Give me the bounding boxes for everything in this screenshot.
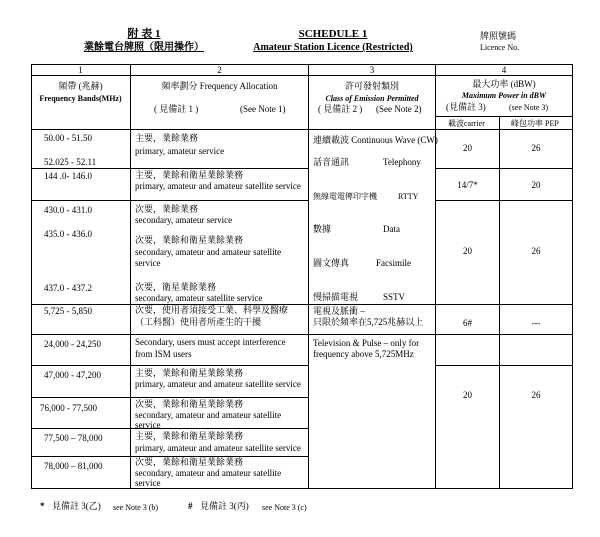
alloc-r8-zh: 主要，業餘和衛星業餘業務 [135,431,244,441]
freq-band-24000: 24,000 - 24,250 [44,339,101,349]
pep-header: 峰包功率 PEP [511,119,559,128]
freq-band-76000: 76,000 - 77,500 [40,403,97,413]
alloc-r6-en: primary, amateur and amateur satellite service [135,379,301,389]
footnote-hash-mark: # [188,501,193,511]
alloc-r3b-zh: 次要，業餘和衛星業餘業務 [135,235,244,245]
power-pep-r3: 26 [531,246,541,256]
alloc-r5-en2: from ISM users [135,349,192,359]
emission-telephony-zh: 話音通訊 [313,157,350,167]
col4-header-en: Maximum Power in dBW [461,91,547,100]
footnote-hash-zh: 見備註 3(丙) [200,501,249,511]
col1-header-zh: 頻帶 (兆赫) [58,81,103,91]
col2-note-zh: ( 見備註 1 ) [154,104,199,114]
freq-band-77500: 77,500 – 78,000 [44,433,103,443]
emission-fax-en: Facsimile [376,258,411,268]
col1-header-en: Frequency Bands(MHz) [39,94,122,103]
col3-header-zh: 許可發射類別 [344,81,399,91]
alloc-r7-zh: 次要，業餘和衛星業餘業務 [135,399,244,409]
alloc-r6-zh: 主要，業餘和衛星業餘業務 [135,368,244,378]
footnote-star-en: see Note 3 (b) [113,503,159,512]
alloc-r2-zh: 主要，業餘和衛星業餘業務 [135,170,244,180]
col4-header-zh: 最大功率 (dBW) [472,79,536,89]
alloc-r3b-en2: service [135,258,161,268]
emission-telephony-en: Telephony [383,157,421,167]
alloc-r1-en: primary, amateur service [135,146,225,156]
alloc-r3a-en: secondary, amateur service [135,215,233,225]
freq-band-50: 50.00 - 51.50 [44,133,92,143]
freq-band-52: 52.025 - 52.11 [44,157,97,167]
alloc-r1-zh: 主要，業餘業務 [135,133,199,143]
column-number-2: 2 [217,65,222,75]
power-carrier-r1: 20 [463,143,472,153]
power-pep-r1: 26 [531,143,541,153]
column-number-4: 4 [501,65,507,75]
alloc-r9-en2: service [135,478,161,488]
freq-band-144: 144 .0- 146.0 [44,171,92,181]
footnote-star-mark: * [40,501,45,511]
power-pep-r4: --- [531,318,541,328]
col4-note-en: (see Note 3) [509,103,549,112]
emission-tv-en2: frequency above 5,725MHz [313,349,414,359]
licence-title: Amateur Station Licence (Restricted) [253,42,413,53]
emission-sstv-en: SSTV [383,292,406,302]
alloc-r5-en1: Secondary, users must accept interference [135,337,286,347]
alloc-r3a-zh: 次要，業餘業務 [135,204,199,214]
alloc-r3c-zh: 次要，衛星業餘業務 [135,282,217,292]
power-carrier-r5: 20 [463,390,472,400]
col2-note-en: (See Note 1) [240,104,286,114]
emission-sstv-zh: 慢掃描電視 [313,292,359,302]
schedule-title: SCHEDULE 1 [298,28,368,40]
alloc-r8-en: primary, amateur and amateur satellite service [135,443,301,453]
freq-band-5725: 5,725 - 5,850 [44,306,92,316]
alloc-r3c-en: secondary, amateur satellite service [135,293,263,303]
alloc-r9-zh: 次要，業餘和衛星業餘業務 [135,457,244,467]
col4-note-zh: (見備註 3) [446,102,486,112]
freq-band-435: 435.0 - 436.0 [44,229,92,239]
col3-header-en: Class of Emission Permitted [325,94,419,103]
column-number-1: 1 [78,65,83,75]
emission-tv-zh2: 只限於頻率在5,725兆赫以上 [313,317,424,327]
licence-number-en: Licence No. [480,43,520,52]
emission-rtty-zh: 無線電電傳印字機 [313,192,377,201]
alloc-r4-zh2: （工科醫）使用者所產生的干擾 [135,317,262,327]
emission-tv-zh1: 電視及脈衝 – [313,306,365,316]
licence-title-zh: 業餘電台牌照（限用操作） [84,42,204,53]
power-carrier-r4: 6# [463,318,472,328]
col3-note-en: (See Note 2) [376,104,422,114]
alloc-r9-en1: secondary, amateur and amateur satellite [135,468,282,478]
power-pep-r2: 20 [531,180,541,190]
freq-band-430: 430.0 - 431.0 [44,205,92,215]
power-carrier-r3: 20 [463,246,472,256]
emission-data-en: Data [383,224,400,234]
power-carrier-r2: 14/7* [457,180,478,190]
schedule-title-zh: 附 表 1 [127,28,161,40]
alloc-r4-zh1: 次要，使用者須接受工業、科學及醫療 [135,305,289,315]
col3-note-zh: ( 見備註 2 ) [318,104,363,114]
power-pep-r5: 26 [531,390,541,400]
freq-band-437: 437.0 - 437.2 [44,283,92,293]
alloc-r7-en2: service [135,420,161,430]
col2-header: 頻率劃分 Frequency Allocation [161,81,278,91]
emission-rtty-en: RTTY [398,192,419,201]
licence-number-zh: 牌照號碼 [480,31,517,41]
alloc-r7-en1: secondary, amateur and amateur satellite [135,410,282,420]
emission-tv-en1: Television & Pulse – only for [313,338,420,348]
footnote-star-zh: 見備註 3(乙) [52,501,101,511]
carrier-header: 載波carrier [448,119,485,128]
column-number-3: 3 [369,65,375,75]
emission-data-zh: 數據 [313,224,332,234]
freq-band-78000: 78,000 – 81,000 [44,461,103,471]
footnote-hash-en: see Note 3 (c) [262,503,307,512]
freq-band-47000: 47,000 - 47,200 [44,370,101,380]
alloc-r3b-en1: secondary, amateur and amateur satellite [135,247,282,257]
emission-cw: 連續載波 Continuous Wave (CW) [313,135,438,145]
emission-fax-zh: 圖文傳真 [313,258,350,268]
alloc-r2-en: primary, amateur and amateur satellite service [135,181,301,191]
